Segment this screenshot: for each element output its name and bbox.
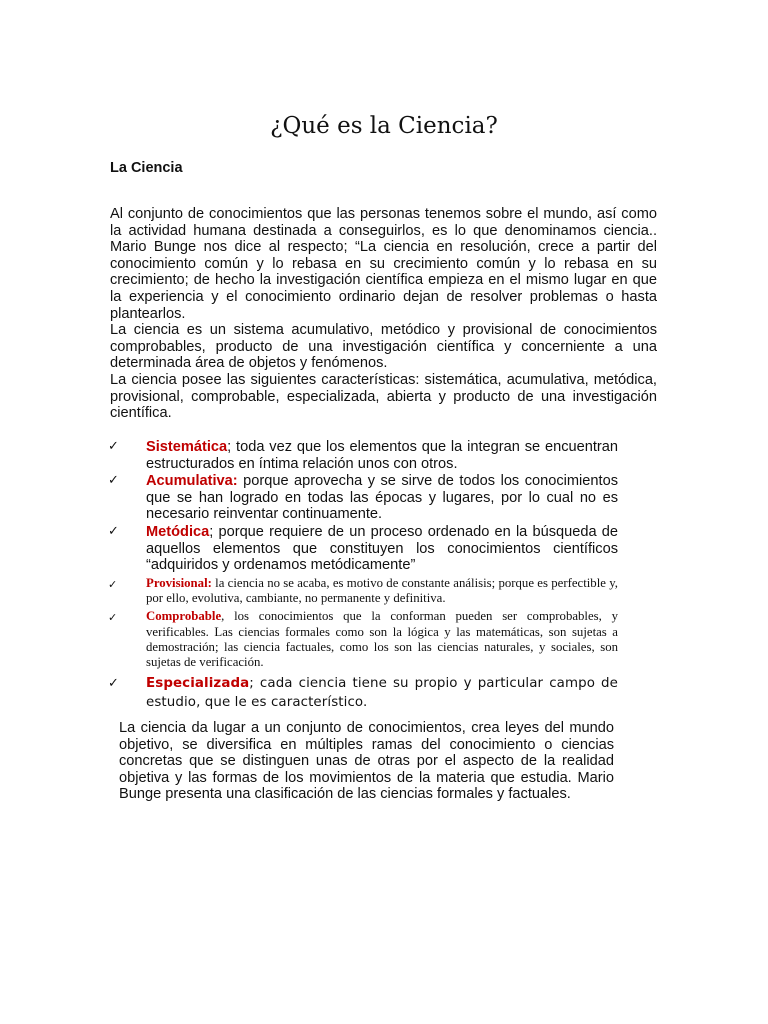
paragraph-characteristics: La ciencia posee las siguientes características: sistemática, acumulativa, metódica, provisional, comprobable, especializada, abierta y producto de una investigación científica. (110, 371, 657, 422)
intro-text (110, 206, 657, 422)
term-description: ; porque requiere de un proceso ordenado en la búsqueda de aquellos elementos que constituyen los conocimientos científicos “adquiridos y ordenamos metódicamente” (146, 523, 618, 574)
term-label: Acumulativa: (146, 473, 238, 490)
list-item-comprobable (108, 609, 618, 670)
term-label: Provisional: (146, 575, 212, 590)
term-description: porque aprovecha y se sirve de todos los conocimientos que se han logrado en todas las épocas y lugares, por lo cual no es necesario reinventar continuamente. (146, 473, 618, 523)
term-description: , los conocimientos que la conforman pueden ser comprobables, y verificables. Las ciencias formales como son la lógica y las matemáticas, son sujetas a demostración; las ciencia factuales, como los son las ciencias naturales, y sociales, son sujetas de verificación. (146, 609, 618, 670)
term-label: Comprobable (146, 609, 222, 624)
checkmark-icon: ✓ (108, 577, 118, 591)
list-item-especializada (108, 674, 618, 712)
section-heading: La Ciencia (110, 160, 183, 176)
list-item-provisional (108, 576, 618, 607)
checkmark-icon: ✓ (108, 611, 118, 625)
checkmark-icon: ✓ (108, 439, 119, 454)
characteristics-list (108, 439, 618, 712)
term-label: Sistemática (146, 439, 228, 455)
paragraph-system: La ciencia es un sistema acumulativo, metódico y provisional de conocimientos comprobables, producto de una investigación científica y concerniente a una determinada área de objetos y fenómenos. (110, 322, 657, 372)
closing-paragraph: La ciencia da lugar a un conjunto de conocimientos, crea leyes del mundo objetivo, se diversifica en múltiples ramas del conocimiento o ciencias concretas que se distinguen unas de otras por el aspecto de la realidad objetiva y las formas de los movimientos de la materia que estudia. Mario Bunge presenta una clasificación de las ciencias formales y factuales. (119, 720, 614, 803)
list-item-metodica (108, 524, 618, 574)
list-item-acumulativa (108, 473, 618, 523)
term-label: Especializada (146, 675, 250, 691)
document-title: ¿Qué es la Ciencia? (270, 113, 498, 139)
checkmark-icon: ✓ (108, 523, 119, 539)
checkmark-icon: ✓ (108, 473, 119, 489)
term-label: Metódica (146, 523, 210, 540)
term-description: ; cada ciencia tiene su propio y particular campo de estudio, que le es característico. (146, 675, 618, 710)
term-description: ; toda vez que los elementos que la integran se encuentran estructurados en íntima relación unos con otros. (146, 439, 618, 472)
term-description: la ciencia no se acaba, es motivo de constante análisis; porque es perfectible y, por ello, evolutiva, cambiante, no permanente y definitiva. (146, 575, 618, 606)
list-item-sistematica (108, 439, 618, 472)
paragraph-definition: Al conjunto de conocimientos que las personas tenemos sobre el mundo, así como la actividad humana destinada a conseguirlos, es lo que denominamos ciencia.. Mario Bunge nos dice al respecto; “La ciencia en resolución, crece a partir del conocimiento común y lo rebasa en su crecimiento común y lo rebasa en su crecimiento; de hecho la investigación científica empieza en el mismo lugar en que la experiencia y el conocimiento ordinario dejan de resolver problemas o hasta plantearlos. (110, 206, 657, 322)
checkmark-icon: ✓ (108, 675, 119, 691)
